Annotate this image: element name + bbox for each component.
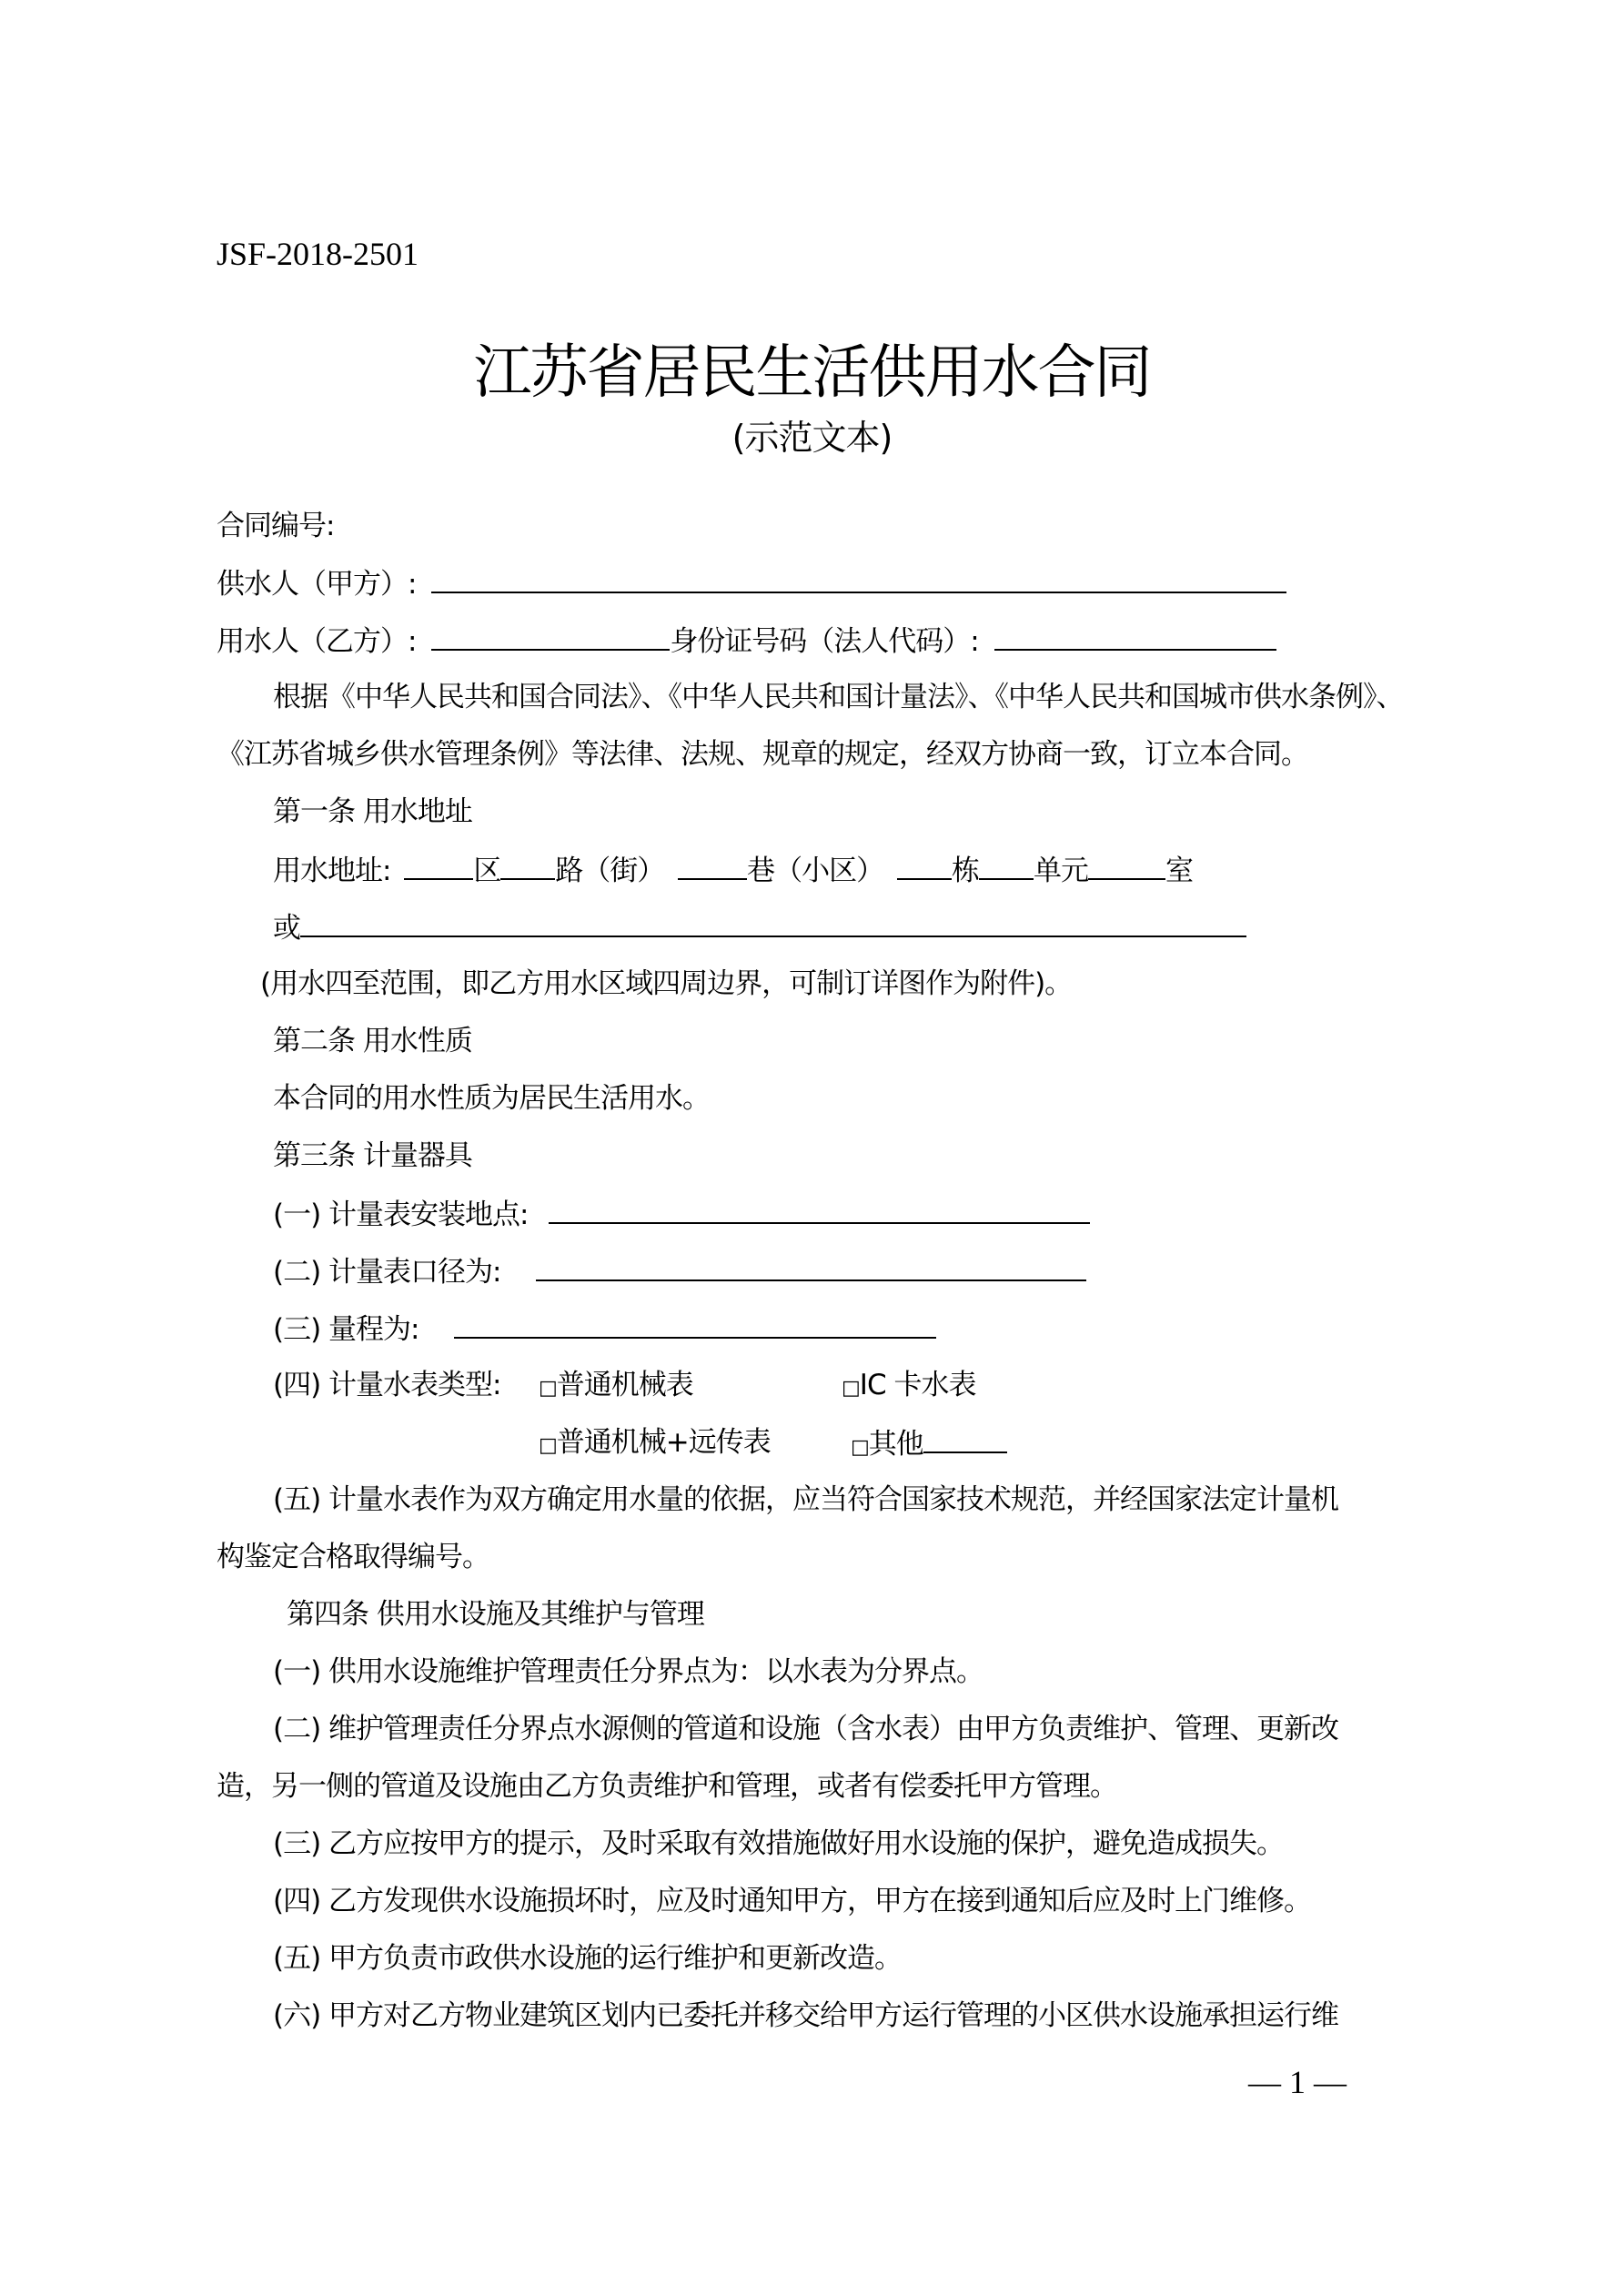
district-label: 区 bbox=[473, 855, 501, 887]
option-label: 其他 bbox=[868, 1428, 923, 1461]
meter-diameter-blank[interactable] bbox=[536, 1252, 1086, 1281]
meter-type-option-ic-card[interactable] bbox=[842, 1367, 975, 1407]
party-b-row bbox=[217, 622, 1276, 660]
article-3-item-5-line-2: 构鉴定合格取得编号。 bbox=[217, 1541, 489, 1573]
page-number: — 1 — bbox=[1248, 2064, 1347, 2100]
party-a-label: 供水人（甲方）: bbox=[217, 568, 417, 601]
article-4-item-2-line-1: (二) 维护管理责任分界点水源侧的管道和设施（含水表）由甲方负责维护、管理、更新改 bbox=[273, 1713, 1339, 1745]
building-blank[interactable] bbox=[897, 851, 952, 880]
building-label: 栋 bbox=[952, 855, 980, 887]
article-4-item-2-line-2: 造，另一侧的管道及设施由乙方负责维护和管理，或者有偿委托甲方管理。 bbox=[217, 1770, 1117, 1803]
option-label: IC 卡水表 bbox=[859, 1369, 976, 1401]
article-4-item-1: (一) 供用水设施维护管理责任分界点为：以水表为分界点。 bbox=[273, 1655, 984, 1688]
meter-location-blank[interactable] bbox=[549, 1195, 1090, 1224]
address-label: 用水地址: bbox=[273, 855, 391, 887]
address-note: (用水四至范围，即乙方用水区域四周边界，可制订详图作为附件)。 bbox=[260, 967, 1073, 1000]
document-code: JSF-2018-2501 bbox=[217, 236, 419, 272]
unit-label: 单元 bbox=[1034, 855, 1089, 887]
meter-range-blank[interactable] bbox=[454, 1310, 936, 1339]
road-label: 路（街） bbox=[555, 855, 665, 887]
article-2-title: 第二条 用水性质 bbox=[273, 1025, 472, 1057]
room-blank[interactable] bbox=[1088, 851, 1165, 880]
article-2-text: 本合同的用水性质为居民生活用水。 bbox=[273, 1082, 710, 1115]
article-3-title: 第三条 计量器具 bbox=[273, 1139, 472, 1172]
lane-label: 巷（小区） bbox=[747, 855, 884, 887]
party-a-row bbox=[217, 564, 1286, 602]
room-label: 室 bbox=[1165, 855, 1194, 887]
meter-diameter-label: (二) 计量表口径为: bbox=[273, 1256, 501, 1289]
party-a-blank[interactable] bbox=[431, 564, 1286, 593]
unit-blank[interactable] bbox=[979, 851, 1034, 880]
address-row bbox=[273, 851, 1193, 889]
address-alt-blank[interactable] bbox=[300, 908, 1246, 937]
contract-number-label: 合同编号: bbox=[217, 510, 335, 542]
option-label: 普通机械+远传表 bbox=[556, 1426, 771, 1459]
article-3-item-5-line-1: (五) 计量水表作为双方确定用水量的依据，应当符合国家技术规范，并经国家法定计量机 bbox=[273, 1483, 1339, 1516]
meter-type-option-other[interactable] bbox=[851, 1424, 1007, 1466]
article-4-item-3: (三) 乙方应按甲方的提示，及时采取有效措施做好用水设施的保护，避免造成损失。 bbox=[273, 1827, 1285, 1860]
meter-range-row bbox=[273, 1310, 936, 1348]
checkbox-icon[interactable]: □ bbox=[851, 1436, 869, 1459]
checkbox-icon[interactable]: □ bbox=[842, 1377, 860, 1400]
article-4-title: 第四条 供用水设施及其维护与管理 bbox=[287, 1598, 704, 1631]
meter-range-label: (三) 量程为: bbox=[273, 1313, 419, 1346]
lane-blank[interactable] bbox=[678, 851, 747, 880]
option-label: 普通机械表 bbox=[556, 1369, 693, 1401]
meter-diameter-row bbox=[273, 1252, 1086, 1290]
article-1-title: 第一条 用水地址 bbox=[273, 795, 472, 828]
checkbox-icon[interactable]: □ bbox=[539, 1377, 557, 1400]
article-4-item-6: (六) 甲方对乙方物业建筑区划内已委托并移交给甲方运行管理的小区供水设施承担运行维 bbox=[273, 1999, 1339, 2032]
meter-type-option-mechanical[interactable] bbox=[539, 1367, 693, 1407]
id-number-label: 身份证号码（法人代码）: bbox=[670, 625, 979, 658]
meter-type-option-remote[interactable] bbox=[539, 1424, 771, 1464]
address-alt-row bbox=[273, 908, 1246, 946]
meter-type-label: (四) 计量水表类型: bbox=[273, 1369, 501, 1401]
meter-location-row bbox=[273, 1195, 1090, 1233]
article-4-item-5: (五) 甲方负责市政供水设施的运行维护和更新改造。 bbox=[273, 1942, 903, 1975]
or-label: 或 bbox=[273, 912, 300, 945]
party-b-label: 用水人（乙方）: bbox=[217, 625, 417, 658]
other-blank[interactable] bbox=[923, 1424, 1007, 1453]
checkbox-icon[interactable]: □ bbox=[539, 1434, 557, 1457]
id-number-blank[interactable] bbox=[994, 622, 1276, 651]
party-b-blank[interactable] bbox=[431, 622, 670, 651]
document-subtitle: (示范文本) bbox=[731, 418, 893, 458]
preamble-line-1: 根据《中华人民共和国合同法》、《中华人民共和国计量法》、《中华人民共和国城市供水条例》、 bbox=[273, 681, 1404, 713]
road-blank[interactable] bbox=[500, 851, 555, 880]
district-blank[interactable] bbox=[404, 851, 473, 880]
preamble-line-2: 《江苏省城乡供水管理条例》等法律、法规、规章的规定，经双方协商一致，订立本合同。 bbox=[217, 738, 1308, 771]
document-title: 江苏省居民生活供用水合同 bbox=[473, 339, 1151, 407]
article-4-item-4: (四) 乙方发现供水设施损坏时，应及时通知甲方，甲方在接到通知后应及时上门维修。 bbox=[273, 1885, 1312, 1917]
meter-location-label: (一) 计量表安装地点: bbox=[273, 1199, 529, 1231]
